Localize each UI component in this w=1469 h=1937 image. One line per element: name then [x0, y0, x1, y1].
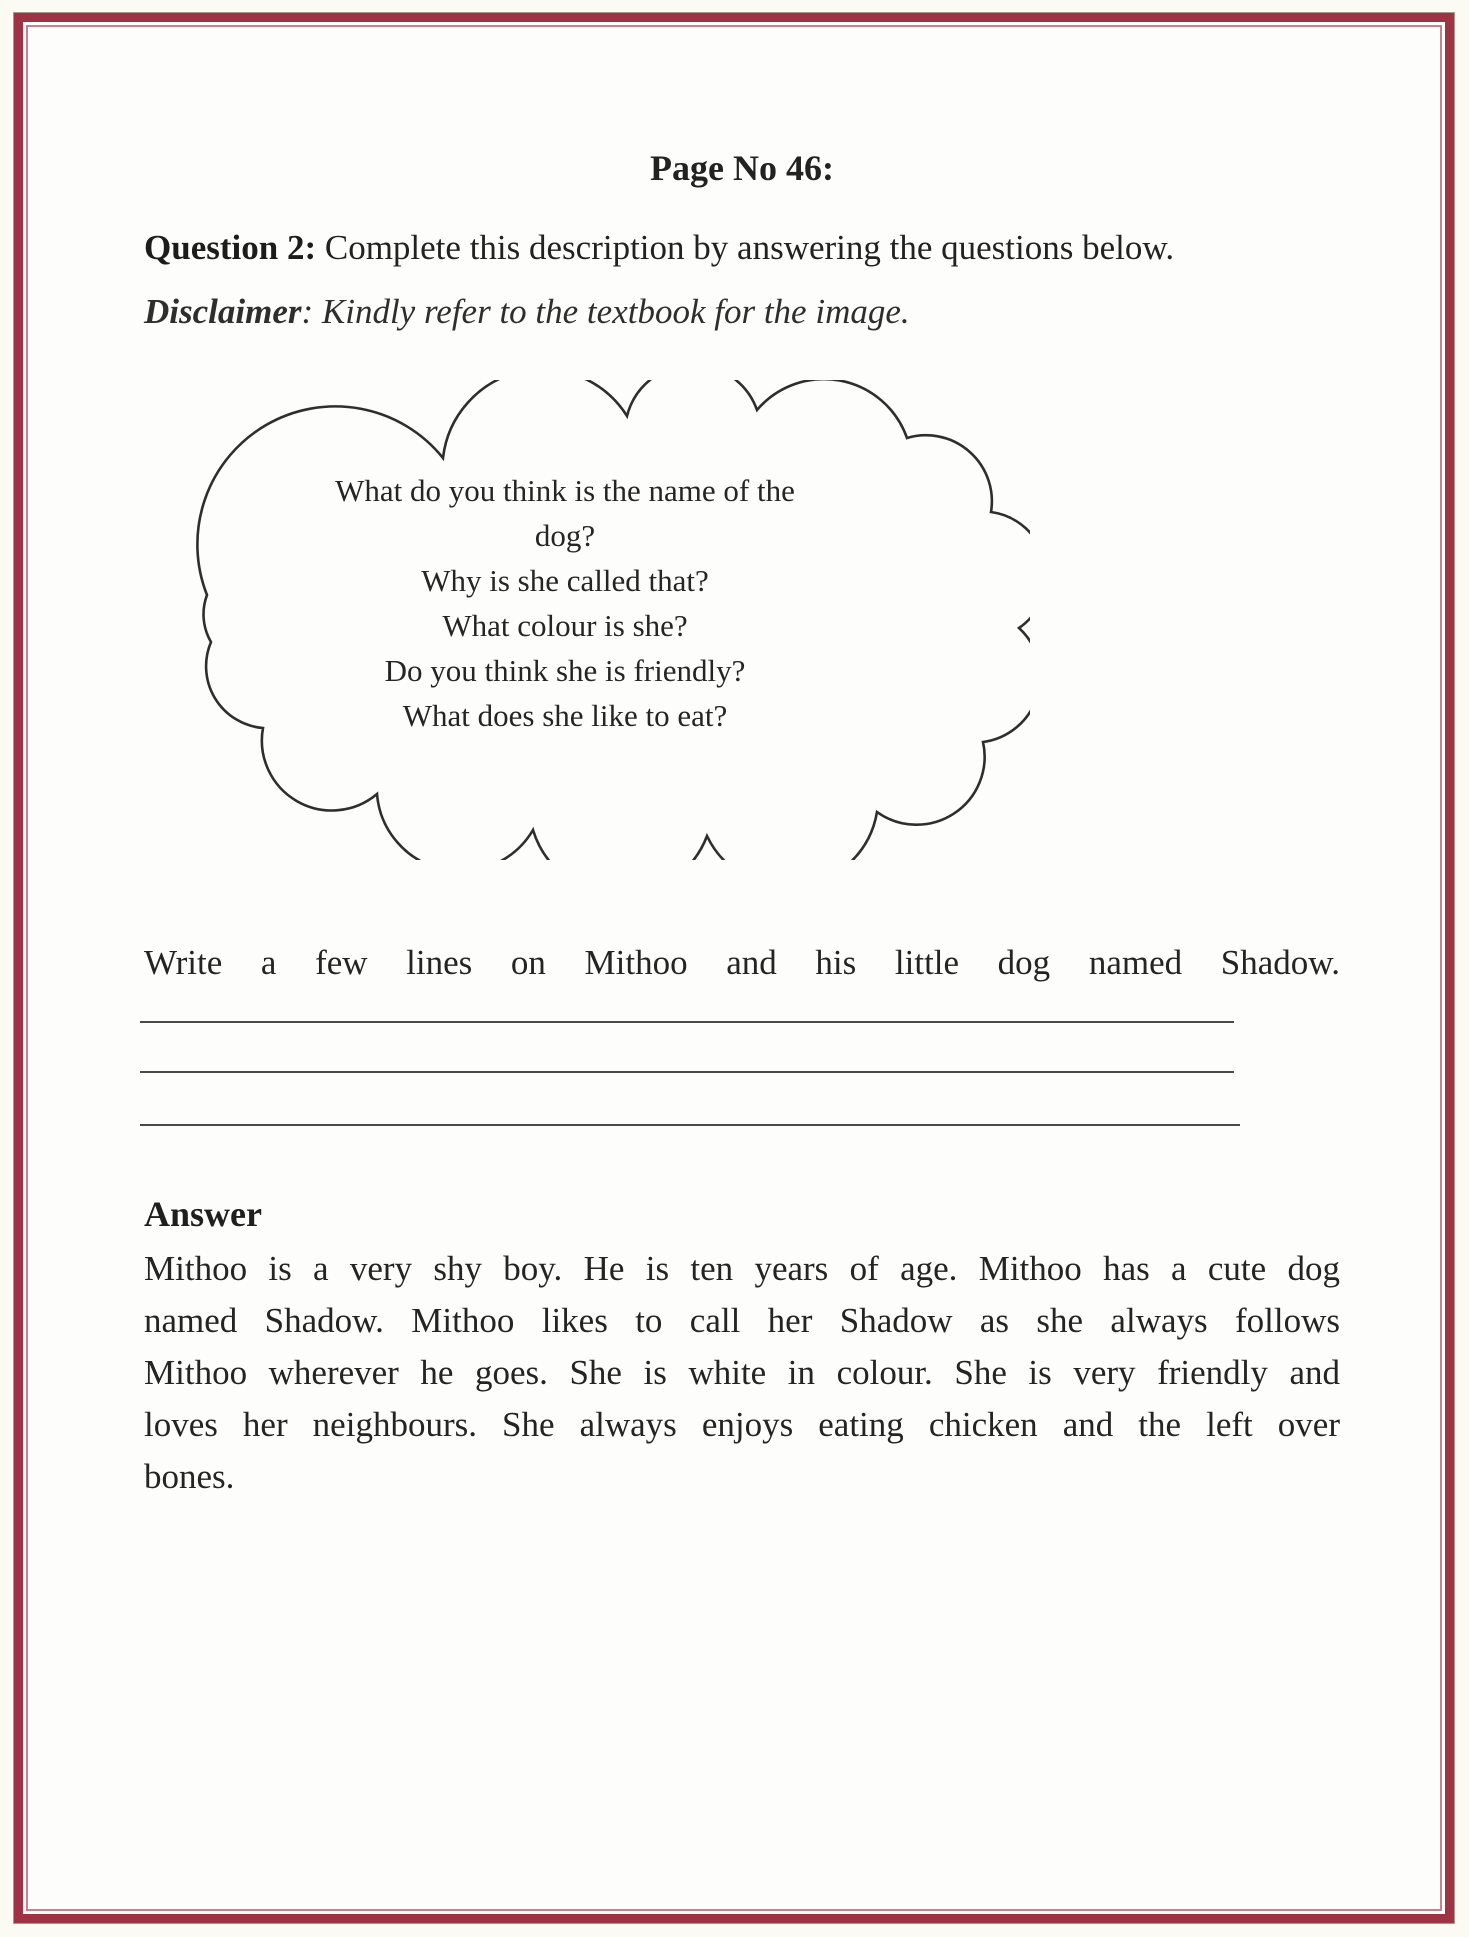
cloud-question-line: Do you think she is friendly? — [384, 653, 746, 688]
disclaimer-text: : Kindly refer to the textbook for the image. — [301, 292, 910, 331]
question-label: Question 2: — [144, 228, 317, 267]
writing-prompt: Write a few lines on Mithoo and his little dog named Shadow. — [144, 943, 1340, 982]
page-title: Page No 46: — [650, 148, 834, 188]
question-line — [144, 226, 1374, 270]
blank-writing-line — [140, 1124, 1240, 1126]
blank-writing-line — [140, 1071, 1234, 1073]
cloud-questions-text — [160, 468, 970, 738]
cloud-question-line: Why is she called that? — [421, 563, 709, 598]
answer-text-line: bones. — [144, 1457, 235, 1496]
cloud-question-line: What colour is she? — [442, 608, 688, 643]
question-text: Complete this description by answering the questions below. — [316, 228, 1175, 267]
answer-text-line: named Shadow. Mithoo likes to call her Shadow as she always follows — [144, 1301, 1340, 1340]
answer-text-line: Mithoo is a very shy boy. He is ten years of age. Mithoo has a cute dog — [144, 1249, 1340, 1288]
disclaimer-label: Disclaimer — [144, 292, 302, 331]
blank-writing-line — [140, 1021, 1234, 1023]
cloud-question-line: dog? — [534, 518, 596, 553]
cloud-question-line: What do you think is the name of the — [335, 473, 795, 508]
answer-text-line: loves her neighbours. She always enjoys eating chicken and the left over — [144, 1405, 1340, 1444]
answer-paragraph — [144, 1243, 1340, 1503]
answer-text-line: Mithoo wherever he goes. She is white in colour. She is very friendly and — [144, 1353, 1340, 1392]
cloud-question-line: What does she like to eat? — [402, 698, 728, 733]
disclaimer-line — [144, 290, 1374, 334]
answer-heading: Answer — [144, 1194, 262, 1234]
